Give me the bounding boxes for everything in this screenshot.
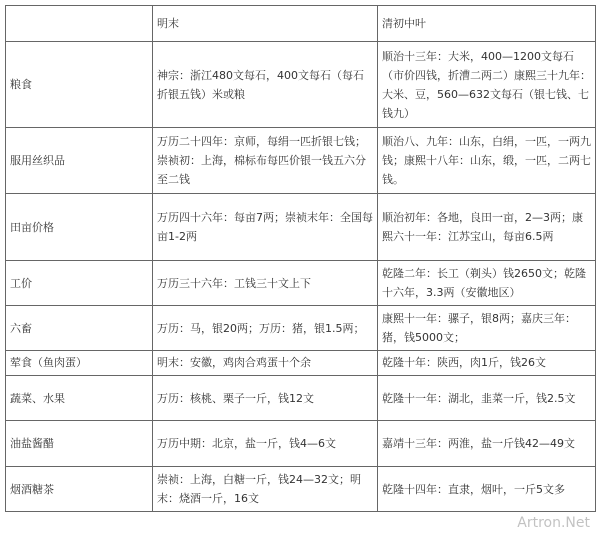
row-category: 工价 <box>6 261 153 306</box>
late-ming-cell: 明末：安徽，鸡肉合鸡蛋十个余 <box>153 351 378 376</box>
table-row <box>6 128 596 194</box>
table-row <box>6 42 596 128</box>
late-ming-cell: 万历中期：北京，盐一斤，钱4—6文 <box>153 421 378 467</box>
table-row <box>6 306 596 351</box>
price-comparison-table <box>5 5 596 512</box>
early-qing-cell: 顺治初年：各地，良田一亩，2—3两；康熙六十一年：江苏宝山，每亩6.5两 <box>378 194 596 261</box>
late-ming-cell: 神宗：浙江480文每石，400文每石（每石折银五钱）米或粮 <box>153 42 378 128</box>
table-row <box>6 467 596 512</box>
late-ming-cell: 万历四十六年：每亩7两；崇祯末年：全国每亩1-2两 <box>153 194 378 261</box>
table-row <box>6 261 596 306</box>
artron-watermark: Artron.Net <box>517 515 590 531</box>
late-ming-cell: 万历：马，银20两；万历：猪，银1.5两； <box>153 306 378 351</box>
early-qing-cell: 顺治十三年：大米，400—1200文每石（市价四钱，折漕二两二）康熙三十九年：大米、豆，560—632文每石（银七钱、七钱九） <box>378 42 596 128</box>
late-ming-cell: 万历三十六年：工钱三十文上下 <box>153 261 378 306</box>
late-ming-cell: 崇祯：上海，白糖一斤，钱24—32文；明末：烧酒一斤，16文 <box>153 467 378 512</box>
early-qing-cell: 乾隆十一年：湖北，韭菜一斤，钱2.5文 <box>378 376 596 421</box>
early-qing-cell: 康熙十一年：骡子，银8两；嘉庆三年：猪，钱5000文； <box>378 306 596 351</box>
header-cell-empty <box>6 6 153 42</box>
table-row <box>6 351 596 376</box>
early-qing-cell: 乾隆十年：陕西，肉1斤，钱26文 <box>378 351 596 376</box>
row-category: 六畜 <box>6 306 153 351</box>
row-category: 烟酒糖茶 <box>6 467 153 512</box>
late-ming-cell: 万历：核桃、栗子一斤，钱12文 <box>153 376 378 421</box>
table-row <box>6 376 596 421</box>
table-row <box>6 421 596 467</box>
row-category: 服用丝织品 <box>6 128 153 194</box>
header-row <box>6 6 596 42</box>
early-qing-cell: 顺治八、九年：山东，白绢，一匹，一两九钱；康熙十八年：山东，缎，一匹，二两七钱。 <box>378 128 596 194</box>
header-cell-late-ming: 明末 <box>153 6 378 42</box>
early-qing-cell: 乾隆十四年：直隶，烟叶，一斤5文多 <box>378 467 596 512</box>
row-category: 田亩价格 <box>6 194 153 261</box>
row-category: 荤食（鱼肉蛋） <box>6 351 153 376</box>
early-qing-cell: 嘉靖十三年：两淮，盐一斤钱42—49文 <box>378 421 596 467</box>
row-category: 粮食 <box>6 42 153 128</box>
header-cell-early-qing: 清初中叶 <box>378 6 596 42</box>
early-qing-cell: 乾隆二年：长工（剃头）钱2650文；乾隆十六年，3.3两（安徽地区） <box>378 261 596 306</box>
row-category: 油盐酱醋 <box>6 421 153 467</box>
late-ming-cell: 万历二十四年：京师，每绢一匹折银七钱；崇祯初：上海，棉标布每匹价银一钱五六分至二钱 <box>153 128 378 194</box>
row-category: 蔬菜、水果 <box>6 376 153 421</box>
table-row <box>6 194 596 261</box>
